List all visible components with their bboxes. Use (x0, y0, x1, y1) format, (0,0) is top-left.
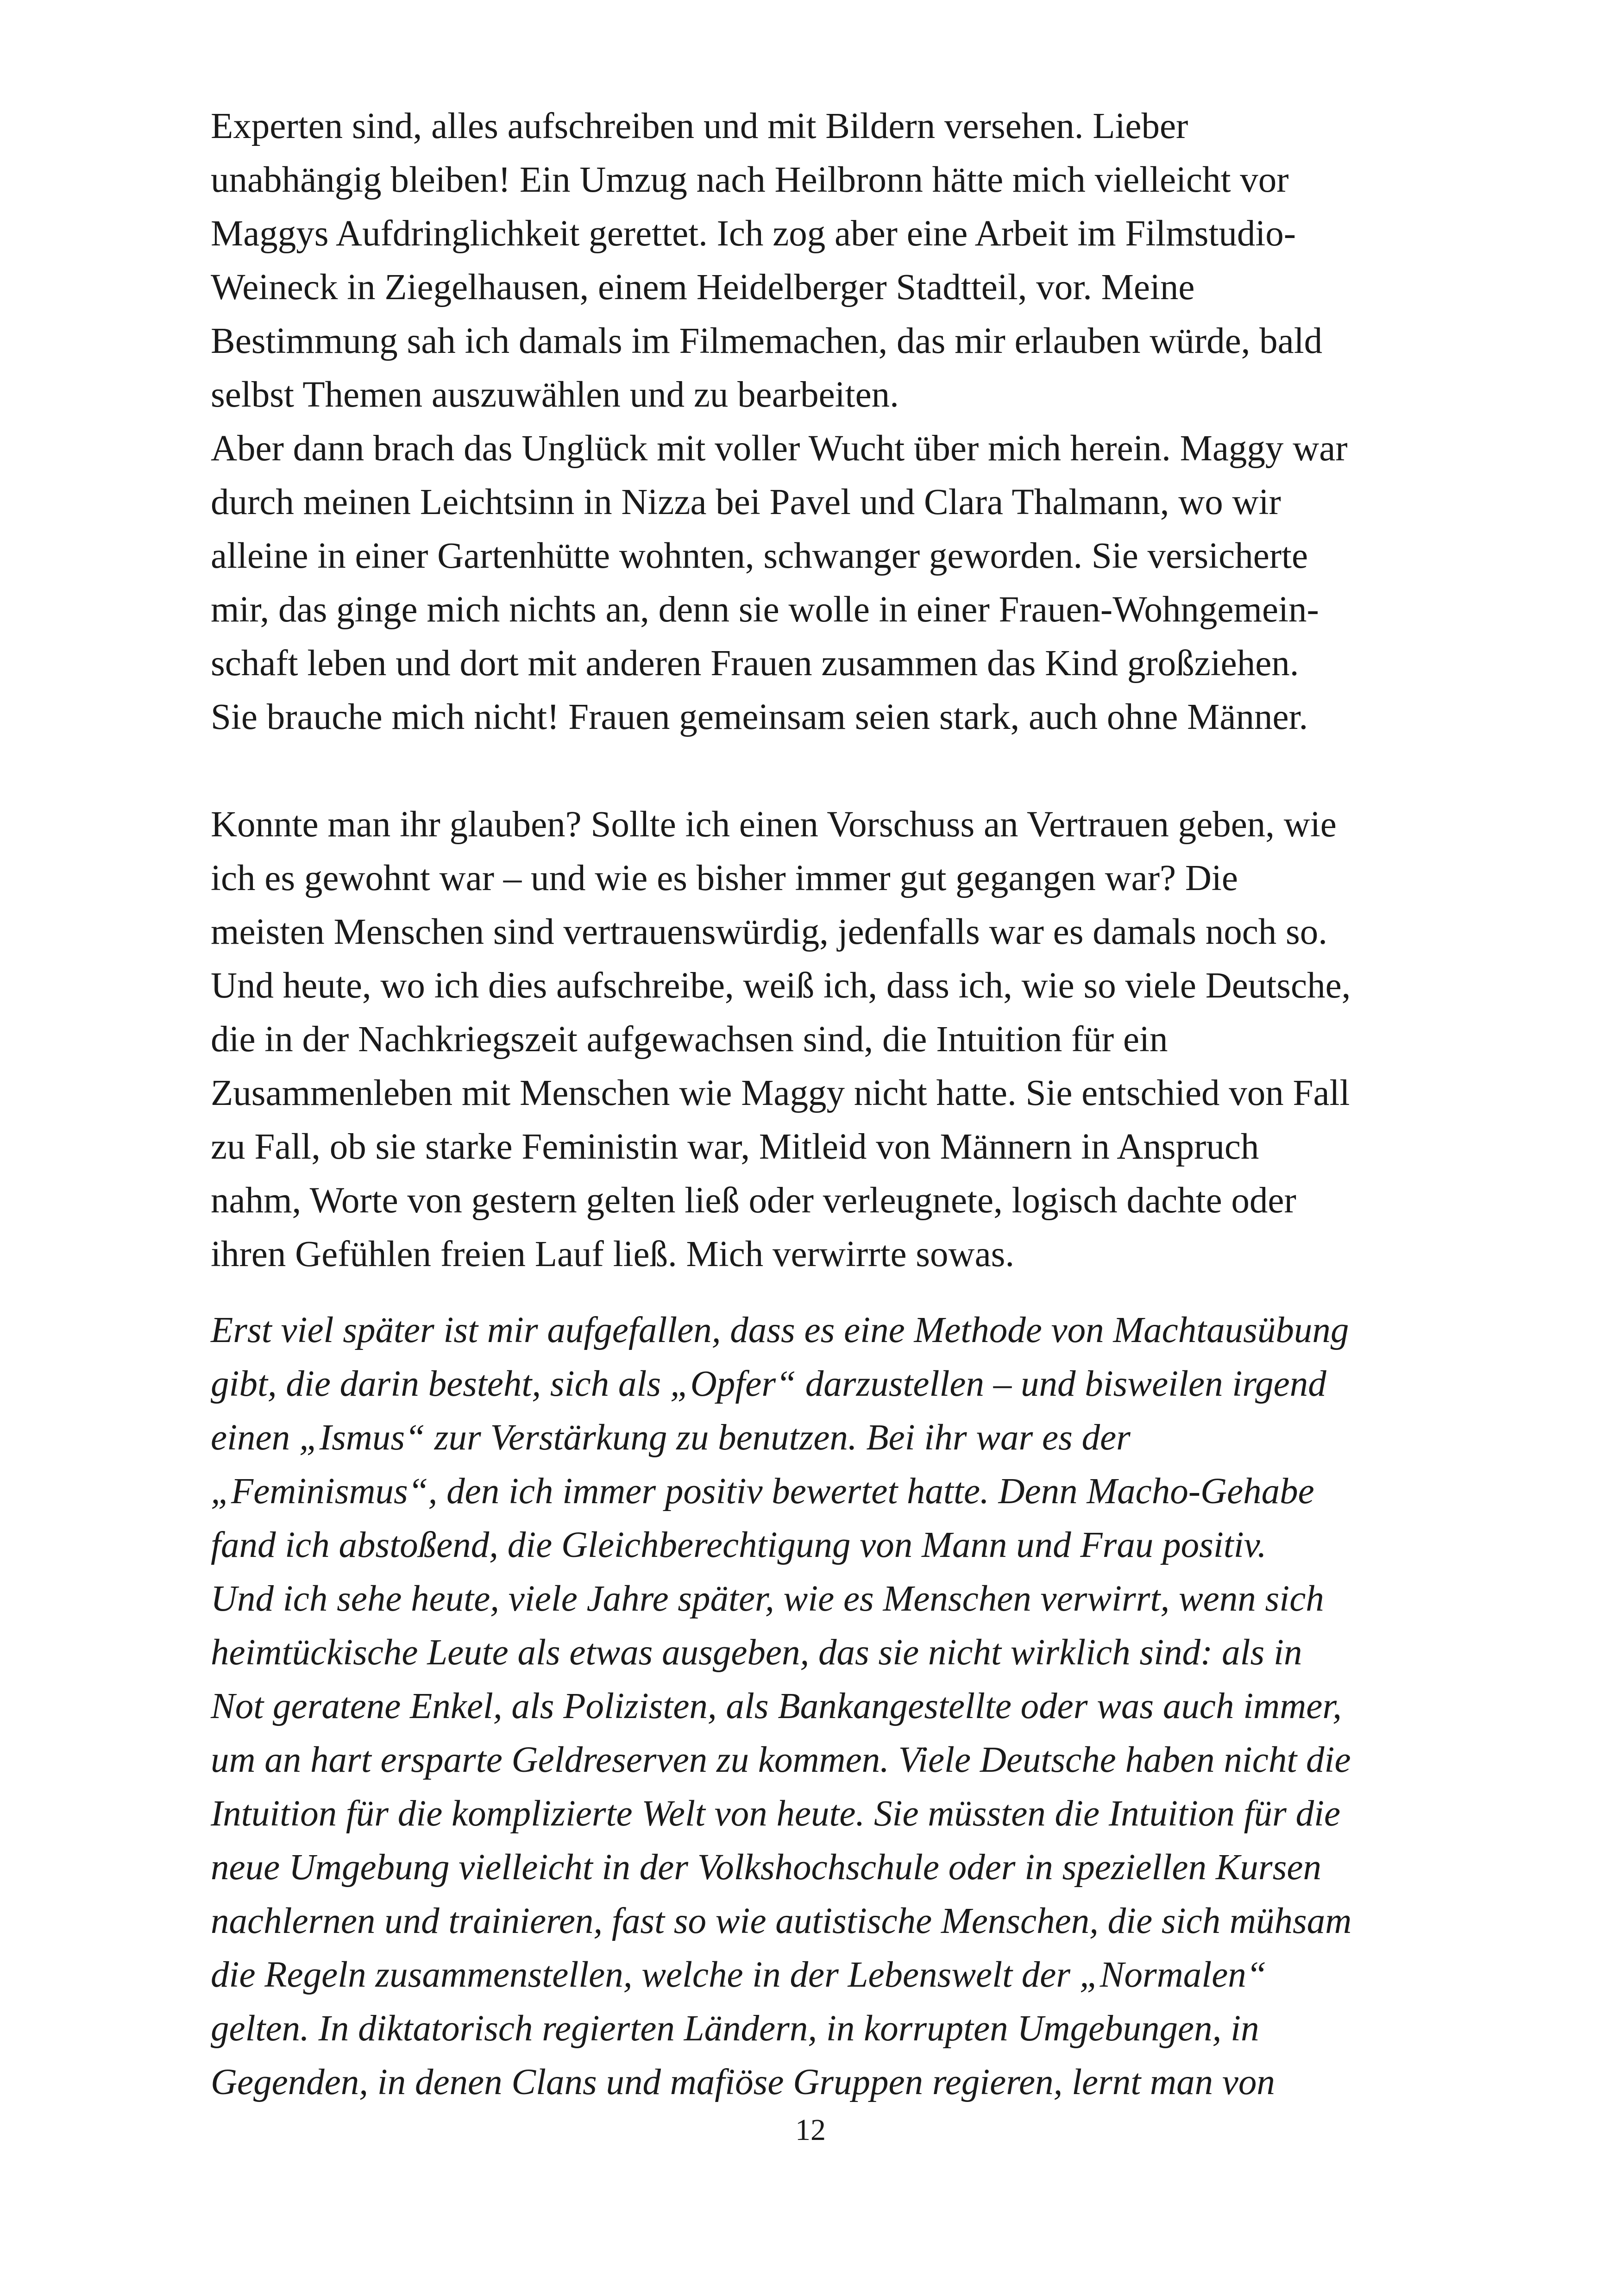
text-line: ihren Gefühlen freien Lauf ließ. Mich verwirrte sowas. (211, 1234, 1015, 1274)
text-line: Experten sind, alles aufschreiben und mit Bildern versehen. Lieber (211, 106, 1188, 146)
text-line: meisten Menschen sind vertrauenswürdig, jedenfalls war es damals noch so. (211, 912, 1328, 952)
paragraph-3 (211, 798, 1470, 1281)
text-line: die in der Nachkriegszeit aufgewachsen sind, die Intuition für ein (211, 1019, 1168, 1060)
text-line: nahm, Worte von gestern gelten ließ oder verleugnete, logisch dachte oder (211, 1180, 1296, 1221)
text-line: Sie brauche mich nicht! Frauen gemeinsam seien stark, auch ohne Männer. (211, 697, 1308, 737)
text-line: gibt, die darin besteht, sich als „Opfer“ darzustellen – und bisweilen irgend (211, 1364, 1326, 1404)
paragraph-spacer (211, 1281, 1470, 1304)
text-line: Erst viel später ist mir aufgefallen, dass es eine Methode von Machtausübung (211, 1310, 1349, 1350)
text-line: „Feminismus“, den ich immer positiv bewertet hatte. Denn Macho-Gehabe (211, 1471, 1314, 1512)
text-line: Und ich sehe heute, viele Jahre später, wie es Menschen verwirrt, wenn sich (211, 1579, 1324, 1619)
paragraph-4-italic (211, 1304, 1470, 1572)
text-line: selbst Themen auszuwählen und zu bearbeiten. (211, 375, 899, 415)
body-text (211, 100, 1470, 2109)
paragraph-1 (211, 100, 1470, 422)
text-line: die Regeln zusammenstellen, welche in der Lebenswelt der „Normalen“ (211, 1955, 1267, 1995)
text-line: unabhängig bleiben! Ein Umzug nach Heilbronn hätte mich vielleicht vor (211, 160, 1289, 200)
paragraph-5-italic (211, 1572, 1470, 2109)
text-line: zu Fall, ob sie starke Feministin war, Mitleid von Männern in Anspruch (211, 1127, 1259, 1167)
text-line: Weineck in Ziegelhausen, einem Heidelberger Stadtteil, vor. Meine (211, 267, 1195, 307)
page-number: 12 (795, 2113, 826, 2147)
text-line: Und heute, wo ich dies aufschreibe, weiß ich, dass ich, wie so viele Deutsche, (211, 966, 1351, 1006)
text-line: Konnte man ihr glauben? Sollte ich einen Vorschuss an Vertrauen geben, wie (211, 804, 1337, 845)
text-line: gelten. In diktatorisch regierten Ländern, in korrupten Umgebungen, in (211, 2008, 1259, 2049)
text-line: einen „Ismus“ zur Verstärkung zu benutzen. Bei ihr war es der (211, 1418, 1131, 1458)
text-line: heimtückische Leute als etwas ausgeben, das sie nicht wirklich sind: als in (211, 1632, 1302, 1673)
paragraph-2 (211, 422, 1470, 744)
text-line: Not geratene Enkel, als Polizisten, als Bankangestellte oder was auch immer, (211, 1686, 1342, 1726)
text-line: Gegenden, in denen Clans und mafiöse Gruppen regieren, lernt man von (211, 2062, 1275, 2102)
text-line: Zusammenleben mit Menschen wie Maggy nicht hatte. Sie entschied von Fall (211, 1073, 1350, 1113)
text-line: Bestimmung sah ich damals im Filmemachen, das mir erlauben würde, bald (211, 321, 1323, 361)
text-line: um an hart ersparte Geldreserven zu kommen. Viele Deutsche haben nicht die (211, 1740, 1351, 1780)
text-line: nachlernen und trainieren, fast so wie autistische Menschen, die sich mühsam (211, 1901, 1352, 1941)
text-line: alleine in einer Gartenhütte wohnten, schwanger geworden. Sie versicherte (211, 536, 1308, 576)
text-line: neue Umgebung vielleicht in der Volkshochschule oder in speziellen Kursen (211, 1847, 1321, 1888)
paragraph-spacer (211, 744, 1470, 798)
text-line: ich es gewohnt war – und wie es bisher immer gut gegangen war? Die (211, 858, 1238, 898)
text-line: Intuition für die komplizierte Welt von heute. Sie müssten die Intuition für die (211, 1794, 1341, 1834)
text-line: fand ich abstoßend, die Gleichberechtigung von Mann und Frau positiv. (211, 1525, 1267, 1565)
text-line: schaft leben und dort mit anderen Frauen zusammen das Kind großziehen. (211, 643, 1299, 684)
text-line: durch meinen Leichtsinn in Nizza bei Pavel und Clara Thalmann, wo wir (211, 482, 1281, 522)
text-line: mir, das ginge mich nichts an, denn sie wolle in einer Frauen-Wohngemein- (211, 590, 1319, 630)
text-line: Aber dann brach das Unglück mit voller Wucht über mich herein. Maggy war (211, 428, 1348, 469)
text-line: Maggys Aufdringlichkeit gerettet. Ich zog aber eine Arbeit im Filmstudio- (211, 213, 1296, 254)
